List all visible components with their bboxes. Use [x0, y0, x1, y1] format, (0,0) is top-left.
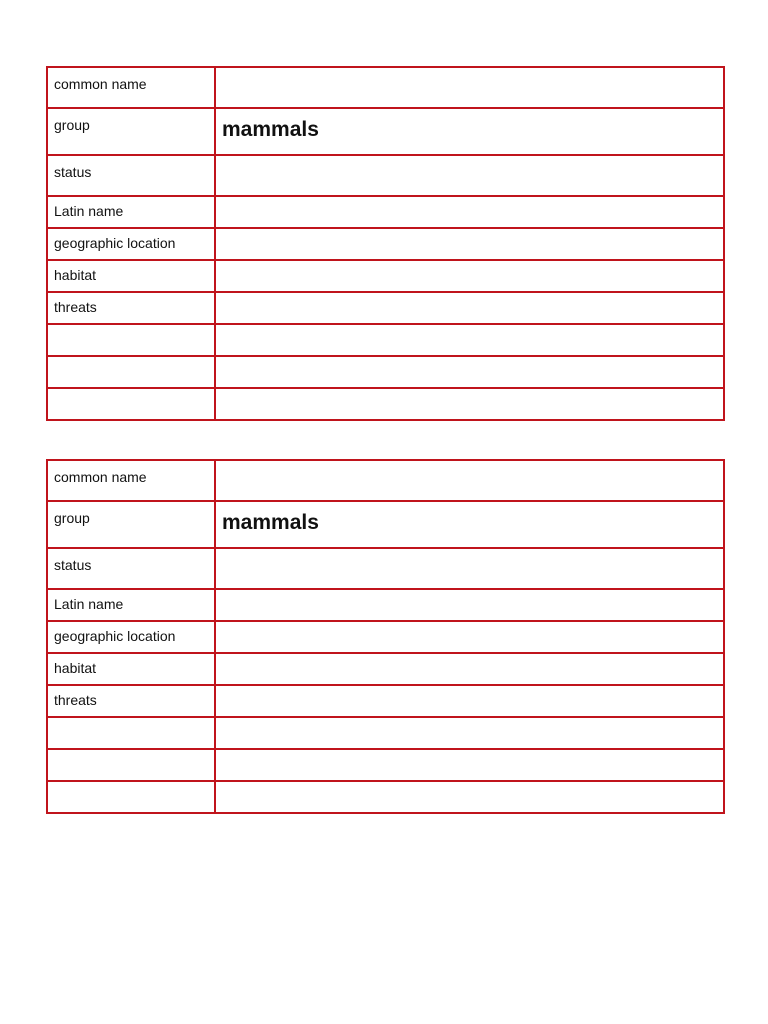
- label-blank: [47, 749, 215, 781]
- value-common-name: [215, 67, 724, 108]
- value-latin-name: [215, 196, 724, 228]
- label-threats: threats: [47, 685, 215, 717]
- label-blank: [47, 324, 215, 356]
- value-threats: [215, 292, 724, 324]
- row-blank: [47, 388, 724, 420]
- label-latin-name: Latin name: [47, 589, 215, 621]
- label-group: group: [47, 108, 215, 155]
- value-blank: [215, 388, 724, 420]
- value-common-name: [215, 460, 724, 501]
- value-status: [215, 155, 724, 196]
- row-habitat: [47, 653, 724, 685]
- row-group: [47, 501, 724, 548]
- label-geographic-location: geographic location: [47, 228, 215, 260]
- row-common-name: [47, 67, 724, 108]
- row-blank: [47, 324, 724, 356]
- label-habitat: habitat: [47, 653, 215, 685]
- value-group: mammals: [215, 501, 724, 548]
- row-blank: [47, 356, 724, 388]
- label-blank: [47, 388, 215, 420]
- row-geographic-location: [47, 621, 724, 653]
- value-geographic-location: [215, 621, 724, 653]
- value-blank: [215, 717, 724, 749]
- value-status: [215, 548, 724, 589]
- value-threats: [215, 685, 724, 717]
- label-threats: threats: [47, 292, 215, 324]
- label-blank: [47, 356, 215, 388]
- label-latin-name: Latin name: [47, 196, 215, 228]
- label-blank: [47, 781, 215, 813]
- value-group: mammals: [215, 108, 724, 155]
- row-status: [47, 155, 724, 196]
- value-blank: [215, 356, 724, 388]
- label-status: status: [47, 155, 215, 196]
- label-habitat: habitat: [47, 260, 215, 292]
- row-group: [47, 108, 724, 155]
- species-card-1: [46, 66, 725, 421]
- value-habitat: [215, 653, 724, 685]
- value-blank: [215, 324, 724, 356]
- label-common-name: common name: [47, 460, 215, 501]
- row-latin-name: [47, 589, 724, 621]
- row-blank: [47, 781, 724, 813]
- value-blank: [215, 781, 724, 813]
- label-status: status: [47, 548, 215, 589]
- row-threats: [47, 292, 724, 324]
- value-geographic-location: [215, 228, 724, 260]
- label-common-name: common name: [47, 67, 215, 108]
- label-geographic-location: geographic location: [47, 621, 215, 653]
- row-common-name: [47, 460, 724, 501]
- row-geographic-location: [47, 228, 724, 260]
- value-blank: [215, 749, 724, 781]
- row-habitat: [47, 260, 724, 292]
- row-blank: [47, 717, 724, 749]
- row-threats: [47, 685, 724, 717]
- row-latin-name: [47, 196, 724, 228]
- species-card-2: [46, 459, 725, 814]
- value-habitat: [215, 260, 724, 292]
- label-group: group: [47, 501, 215, 548]
- row-status: [47, 548, 724, 589]
- value-latin-name: [215, 589, 724, 621]
- row-blank: [47, 749, 724, 781]
- label-blank: [47, 717, 215, 749]
